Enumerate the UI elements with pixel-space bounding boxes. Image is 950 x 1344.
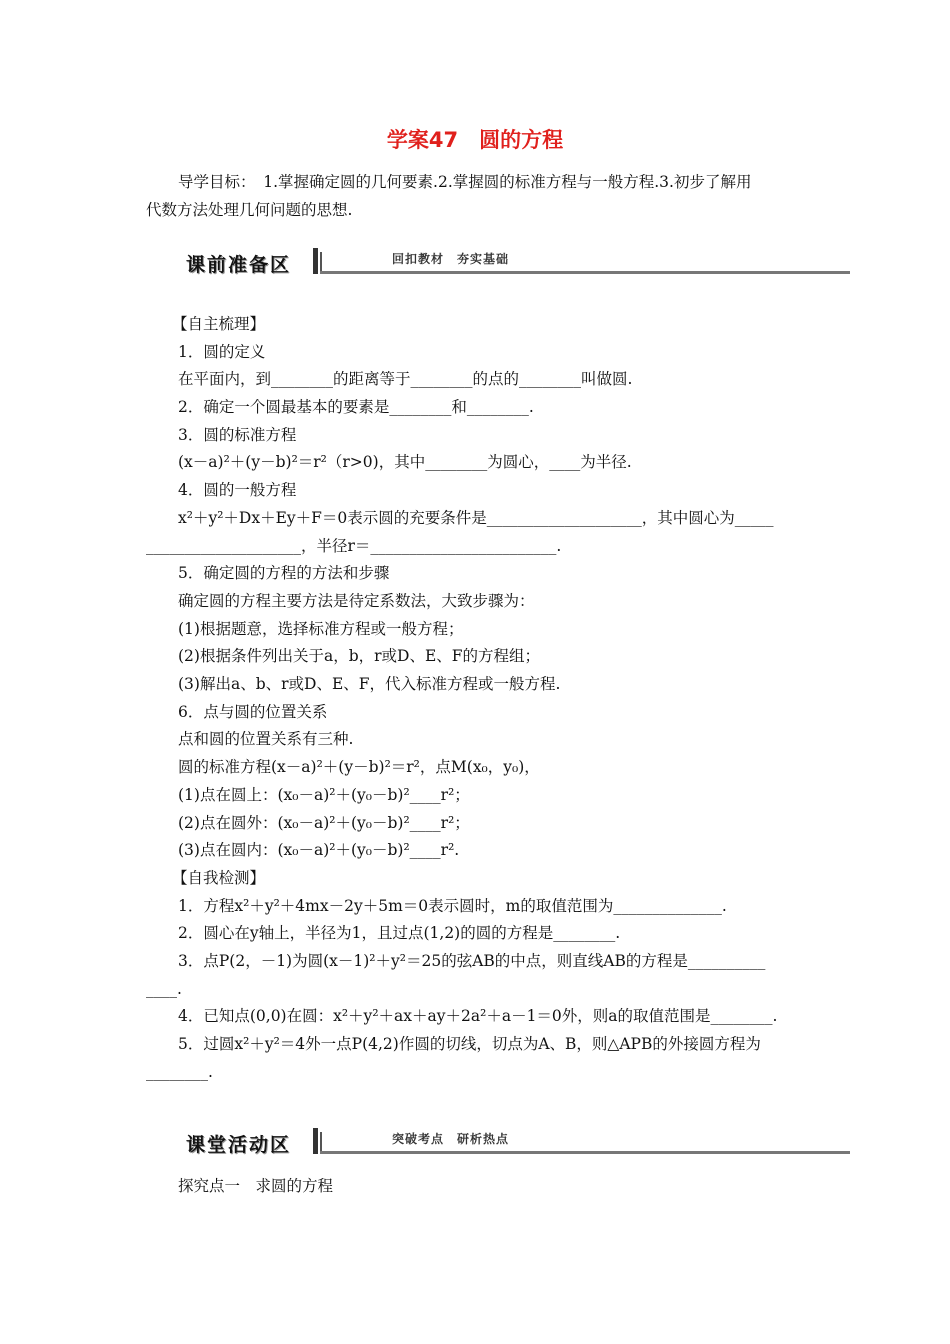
list-item: 1．圆的定义 xyxy=(178,343,266,361)
list-item: 点和圆的位置关系有三种. xyxy=(178,730,354,748)
section-rule xyxy=(320,271,850,274)
list-item: 5．确定圆的方程的方法和步骤 xyxy=(178,564,390,582)
page-title: 学案47 圆的方程 xyxy=(386,128,564,152)
section-banner-pre-class xyxy=(180,248,850,278)
list-item: 圆的标准方程(x－a)²＋(y－b)²＝r²，点M(x₀，y₀)， xyxy=(178,758,540,776)
list-item: 4．圆的一般方程 xyxy=(178,481,297,499)
list-item: ____________________，半径r＝________________________. xyxy=(146,537,562,555)
list-item: 2．圆心在y轴上，半径为1，且过点(1,2)的圆的方程是________. xyxy=(178,924,621,942)
goals-line-1: 导学目标： 1.掌握确定圆的几何要素.2.掌握圆的标准方程与一般方程.3.初步了解用 xyxy=(178,173,752,191)
list-item: 3．点P(2，－1)为圆(x－1)²＋y²＝25的弦AB的中点，则直线AB的方程是__________ xyxy=(178,952,766,970)
section-banner-in-class xyxy=(180,1128,850,1158)
section-divider xyxy=(313,1128,318,1154)
list-item: 1．方程x²＋y²＋4mx－2y＋5m＝0表示圆时，m的取值范围为______________. xyxy=(178,897,727,915)
list-item: x²＋y²＋Dx＋Ey＋F＝0表示圆的充要条件是____________________，其中圆心为_____ xyxy=(178,509,774,527)
section-rule xyxy=(320,1151,850,1154)
list-item: (3)解出a、b、r或D、E、F，代入标准方程或一般方程. xyxy=(178,675,561,693)
list-item: (3)点在圆内：(x₀－a)²＋(y₀－b)²____r². xyxy=(178,841,460,859)
list-item: 确定圆的方程主要方法是待定系数法，大致步骤为： xyxy=(178,592,535,610)
section-subtitle: 回扣教材 夯实基础 xyxy=(392,252,510,266)
list-item: ________. xyxy=(146,1063,213,1081)
list-item: 5．过圆x²＋y²＝4外一点P(4,2)作圆的切线，切点为A、B，则△APB的外接圆方程为 xyxy=(178,1035,761,1053)
section-divider xyxy=(313,248,318,274)
heading-self-check: 【自我检测】 xyxy=(172,869,266,887)
list-item: (2)根据条件列出关于a，b，r或D、E、F的方程组； xyxy=(178,647,541,665)
section-subtitle: 突破考点 研析热点 xyxy=(392,1132,510,1146)
list-item: ____. xyxy=(146,980,182,998)
list-item: (x－a)²＋(y－b)²＝r²（r>0)，其中________为圆心，____为半径. xyxy=(178,453,632,471)
list-item: (2)点在圆外：(x₀－a)²＋(y₀－b)²____r²； xyxy=(178,814,470,832)
goals-line-2: 代数方法处理几何问题的思想. xyxy=(146,201,353,219)
list-item: 在平面内，到________的距离等于________的点的________叫做圆. xyxy=(178,370,633,388)
list-item: 2．确定一个圆最基本的要素是________和________. xyxy=(178,398,534,416)
list-item: (1)点在圆上：(x₀－a)²＋(y₀－b)²____r²； xyxy=(178,786,470,804)
list-item: 3．圆的标准方程 xyxy=(178,426,297,444)
list-item: 6．点与圆的位置关系 xyxy=(178,703,328,721)
heading-self-review: 【自主梳理】 xyxy=(172,315,266,333)
explore-heading: 探究点一 求圆的方程 xyxy=(178,1177,334,1195)
section-title: 课前准备区 xyxy=(186,254,292,276)
section-title: 课堂活动区 xyxy=(186,1134,292,1156)
list-item: (1)根据题意，选择标准方程或一般方程； xyxy=(178,620,464,638)
list-item: 4．已知点(0,0)在圆：x²＋y²＋ax＋ay＋2a²＋a－1＝0外，则a的取值范围是________. xyxy=(178,1007,778,1025)
